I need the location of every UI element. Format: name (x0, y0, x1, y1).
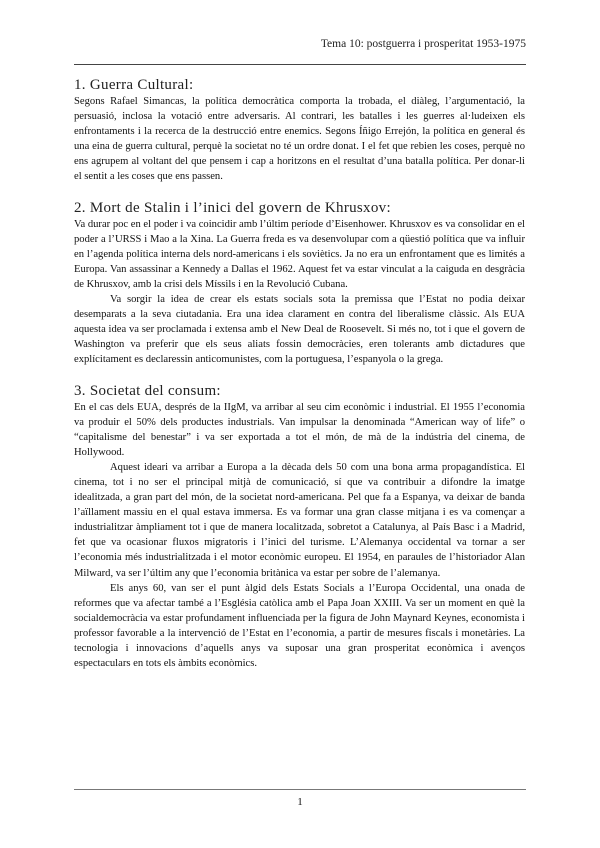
section-stalin-khrushchev (74, 199, 525, 368)
paragraph: Segons Rafael Simancas, la política democràtica comporta la trobada, el diàleg, l’argumentació, la persuasió, inclosa la votació entre adversaris. Al contrari, les batalles i les guerres al·ludeixen els enfrontaments i la recerca de la destrucció entre enemics. Segons Íñigo Errejón, la política en general és una eina de guerra cultural, perquè la societat no té un ordre donat. I el fet que rebien les coses, perquè no ens agrupem al voltant del que pensem i cap a horitzons en el resultat d’una batalla política. Per donar-li el sentit a les coses que ens passen. (74, 96, 525, 183)
section-heading: 1. Guerra Cultural: (74, 77, 194, 93)
paragraph: Aquest ideari va arribar a Europa a la dècada dels 50 com una bona arma propagandística. El cinema, tot i no ser el principal mitjà de comunicació, sí que va contribuir a difondre la imatge idealitzada, a gran part del món, de la societat nord-americana. Pel que fa a Espanya, va deixar de banda l’aïllament massiu en el qual estava immersa. Es va formar una gran classe mitjana i es va començar a industrialitzar àmpliament tot i que de manera localitzada, sobretot a Catalunya, al País Basc i a Madrid, fet que va ocasionar fluxos migratoris i l’inici del turisme. L’Alemanya occidental va tornar a ser l’economia més industrialitzada i el motor econòmic europeu. El 1954, en paraules de l’historiador Alan Milward, va ser l’últim any que l’economia britànica va estar per sobre de l’alemanya. (74, 461, 525, 579)
paragraph: En el cas dels EUA, després de la IIgM, va arribar al seu cim econòmic i industrial. El 1955 l’economia va produir el 50% dels productes industrials. Van impulsar la denominada “American way of life” o “capitalisme del benestar” i va ser exportada a tot el món, de mà de la indústria del cinema, de Hollywood. (74, 401, 525, 458)
section-heading: 2. Mort de Stalin i l’inici del govern de Khrusxov: (74, 199, 391, 216)
section-cultural-war (74, 76, 525, 185)
header-divider (74, 64, 526, 65)
paragraph: Els anys 60, van ser el punt àlgid dels Estats Socials a l’Europa Occidental, una onada de reformes que va afectar també a l’Església catòlica amb el Papa Joan XXIII. Va ser un moment en què la socialdemocràcia va estar profundament influenciada per la figura de John Maynard Keynes, economista i professor favorable a la intervenció de l’Estat en l’economia, a partir de mesures fiscals i monetàries. La tecnologia i innovacions d’aquells anys va suposar una gran prosperitat econòmica i avenços espectaculars en tots els àmbits econòmics. (74, 582, 525, 670)
document-body (74, 70, 525, 671)
page-number: 1 (297, 796, 303, 808)
paragraph: Va sorgir la idea de crear els estats socials sota la premissa que l’Estat no podia deixar desemparats a la seva ciutadania. Era una idea clarament en contra del liberalisme clàssic. Als EUA aquesta idea va ser proclamada i extensa amb el New Deal de Roosevelt. Si més no, tot i que el govern de Washington va preferir que els seus aliats fossin democràcies, eren tolerants amb dictadures que explícitament es declaressin anticomunistes, com la portuguesa, l’espanyola o la grega. (74, 294, 525, 366)
paragraph: Va durar poc en el poder i va coincidir amb l’últim període d’Eisenhower. Khrusxov es va consolidar en el poder a l’URSS i Mao a la Xina. La Guerra freda es va desenvolupar com a qüestió política que va influir en l’agenda política interna dels nord-americans i els soviètics. Ja no era un enfrontament que es limités a Europa. Van assassinar a Kennedy a Dallas el 1962. Aquest fet va estar vinculat a la caiguda en desgràcia de Khrusxov, amb la crisi dels Míssils i en la Revolució Cubana. (74, 218, 525, 290)
running-header: Tema 10: postguerra i prosperitat 1953-1975 (320, 38, 526, 50)
section-consumer-society (74, 382, 525, 672)
section-heading: 3. Societat del consum: (74, 382, 221, 399)
footer-divider (74, 789, 526, 790)
